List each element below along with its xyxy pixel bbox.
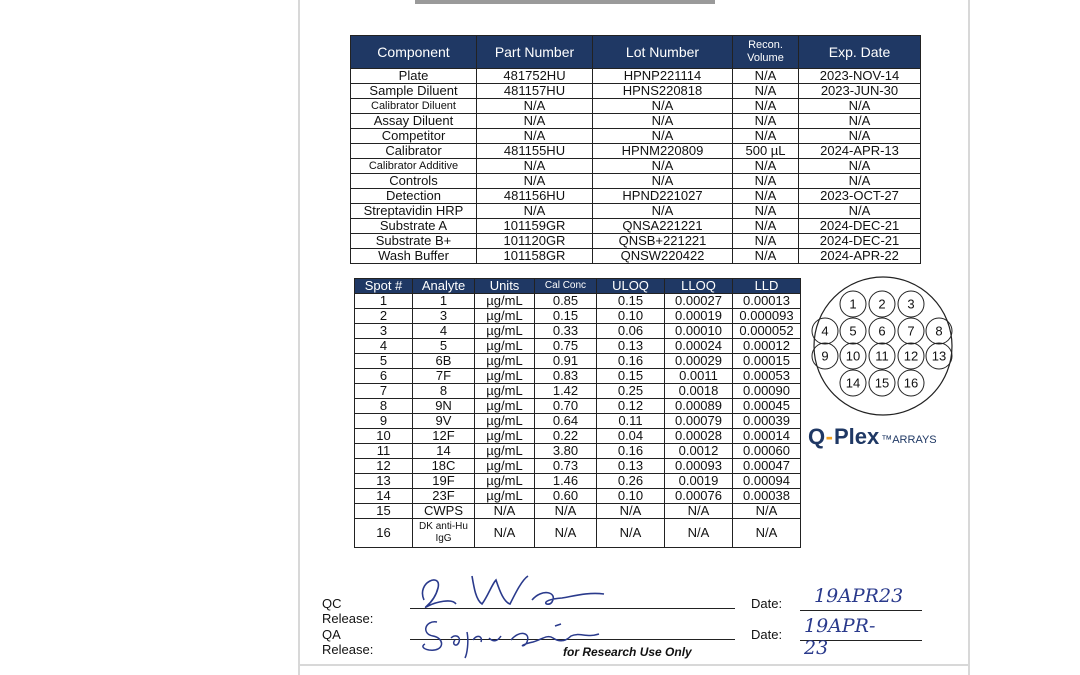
spot-label: 4 bbox=[821, 323, 829, 339]
cal-conc: N/A bbox=[535, 519, 597, 548]
spot-label: 12 bbox=[903, 348, 919, 364]
component-name: Controls bbox=[351, 174, 477, 189]
header-spot: Spot # bbox=[355, 279, 413, 294]
exp-date: N/A bbox=[799, 129, 921, 144]
component-name: Wash Buffer bbox=[351, 249, 477, 264]
spot-label: 6 bbox=[878, 323, 886, 339]
units: µg/mL bbox=[475, 294, 535, 309]
exp-date: 2023-OCT-27 bbox=[799, 189, 921, 204]
units: µg/mL bbox=[475, 489, 535, 504]
uloq: N/A bbox=[597, 504, 665, 519]
exp-date: 2024-DEC-21 bbox=[799, 234, 921, 249]
units: µg/mL bbox=[475, 324, 535, 339]
component-row bbox=[351, 99, 921, 114]
units: µg/mL bbox=[475, 309, 535, 324]
spot-label: 13 bbox=[931, 348, 947, 364]
part-number: N/A bbox=[477, 99, 593, 114]
spot-number: 1 bbox=[355, 294, 413, 309]
spot-number: 16 bbox=[355, 519, 413, 548]
recon-volume: N/A bbox=[733, 159, 799, 174]
units: µg/mL bbox=[475, 339, 535, 354]
spot-number: 9 bbox=[355, 414, 413, 429]
lloq: 0.00076 bbox=[665, 489, 733, 504]
exp-date: N/A bbox=[799, 174, 921, 189]
exp-date: N/A bbox=[799, 204, 921, 219]
units: µg/mL bbox=[475, 399, 535, 414]
qc-date-handwritten: 19APR23 bbox=[814, 585, 904, 607]
components-header-row bbox=[351, 36, 921, 69]
lot-number: N/A bbox=[593, 99, 733, 114]
lot-number: HPNS220818 bbox=[593, 84, 733, 99]
uloq: 0.10 bbox=[597, 309, 665, 324]
lloq: 0.00024 bbox=[665, 339, 733, 354]
component-name: Sample Diluent bbox=[351, 84, 477, 99]
spot-group bbox=[812, 291, 952, 396]
analyte-row bbox=[355, 309, 801, 324]
lld: N/A bbox=[733, 519, 801, 548]
analyte-name: 9V bbox=[413, 414, 475, 429]
analyte-row bbox=[355, 384, 801, 399]
component-name: Calibrator Diluent bbox=[351, 99, 477, 114]
spot-label: 1 bbox=[849, 296, 857, 312]
qc-release-label: QC Release: bbox=[322, 596, 374, 626]
spot-number: 3 bbox=[355, 324, 413, 339]
qa-date-handwritten: 19APR-23 bbox=[804, 615, 876, 659]
component-row bbox=[351, 84, 921, 99]
component-name: Competitor bbox=[351, 129, 477, 144]
lld: 0.00053 bbox=[733, 369, 801, 384]
cal-conc: 0.60 bbox=[535, 489, 597, 504]
recon-volume: N/A bbox=[733, 84, 799, 99]
recon-volume: N/A bbox=[733, 234, 799, 249]
analyte-row bbox=[355, 429, 801, 444]
units: µg/mL bbox=[475, 444, 535, 459]
spot-label: 8 bbox=[935, 323, 943, 339]
lloq: 0.0012 bbox=[665, 444, 733, 459]
spot-label: 10 bbox=[845, 348, 861, 364]
part-number: 101158GR bbox=[477, 249, 593, 264]
analyte-row bbox=[355, 414, 801, 429]
spot-label: 11 bbox=[875, 348, 889, 364]
lloq: 0.00027 bbox=[665, 294, 733, 309]
spot-label: 15 bbox=[874, 375, 890, 391]
component-row bbox=[351, 249, 921, 264]
lld: 0.00047 bbox=[733, 459, 801, 474]
lot-number: N/A bbox=[593, 114, 733, 129]
spot-number: 8 bbox=[355, 399, 413, 414]
header-analyte: Analyte bbox=[413, 279, 475, 294]
uloq: 0.15 bbox=[597, 369, 665, 384]
analyte-row bbox=[355, 474, 801, 489]
units: µg/mL bbox=[475, 414, 535, 429]
lot-number: N/A bbox=[593, 129, 733, 144]
spot-number: 13 bbox=[355, 474, 413, 489]
cal-conc: 1.42 bbox=[535, 384, 597, 399]
analyte-row bbox=[355, 324, 801, 339]
units: µg/mL bbox=[475, 369, 535, 384]
cal-conc: N/A bbox=[535, 504, 597, 519]
analyte-name: 12F bbox=[413, 429, 475, 444]
lloq: 0.00029 bbox=[665, 354, 733, 369]
q-plex-logo bbox=[808, 420, 937, 450]
lloq: 0.00089 bbox=[665, 399, 733, 414]
units: µg/mL bbox=[475, 384, 535, 399]
component-row bbox=[351, 144, 921, 159]
qa-release-label: QA Release: bbox=[322, 627, 374, 657]
component-row bbox=[351, 189, 921, 204]
uloq: 0.13 bbox=[597, 459, 665, 474]
part-number: N/A bbox=[477, 174, 593, 189]
exp-date: 2023-NOV-14 bbox=[799, 69, 921, 84]
spot-label: 14 bbox=[845, 375, 861, 391]
header-cal-conc: Cal Conc bbox=[535, 279, 597, 294]
page-edge-right bbox=[968, 0, 970, 675]
lloq: 0.00028 bbox=[665, 429, 733, 444]
logo-plex: Plex bbox=[833, 424, 880, 449]
analyte-row bbox=[355, 519, 801, 548]
spot-label: 5 bbox=[849, 323, 857, 339]
cal-conc: 0.75 bbox=[535, 339, 597, 354]
analyte-row bbox=[355, 399, 801, 414]
spot-map-diagram bbox=[805, 275, 961, 417]
component-row bbox=[351, 234, 921, 249]
units: N/A bbox=[475, 519, 535, 548]
analyte-name: 23F bbox=[413, 489, 475, 504]
header-uloq: ULOQ bbox=[597, 279, 665, 294]
spot-number: 10 bbox=[355, 429, 413, 444]
component-name: Substrate B+ bbox=[351, 234, 477, 249]
analyte-name: 18C bbox=[413, 459, 475, 474]
lld: 0.00012 bbox=[733, 339, 801, 354]
cal-conc: 1.46 bbox=[535, 474, 597, 489]
page-top-bar bbox=[415, 0, 715, 4]
uloq: 0.15 bbox=[597, 294, 665, 309]
component-row bbox=[351, 219, 921, 234]
qc-date-line bbox=[800, 610, 922, 611]
component-name: Calibrator bbox=[351, 144, 477, 159]
header-lld: LLD bbox=[733, 279, 801, 294]
part-number: N/A bbox=[477, 114, 593, 129]
exp-date: 2024-APR-22 bbox=[799, 249, 921, 264]
recon-volume: N/A bbox=[733, 189, 799, 204]
analyte-row bbox=[355, 459, 801, 474]
recon-volume: N/A bbox=[733, 99, 799, 114]
uloq: 0.06 bbox=[597, 324, 665, 339]
lloq: N/A bbox=[665, 519, 733, 548]
header-component: Component bbox=[351, 36, 477, 69]
lloq: 0.0018 bbox=[665, 384, 733, 399]
lot-number: HPND221027 bbox=[593, 189, 733, 204]
cal-conc: 0.85 bbox=[535, 294, 597, 309]
part-number: N/A bbox=[477, 204, 593, 219]
spot-number: 12 bbox=[355, 459, 413, 474]
component-row bbox=[351, 159, 921, 174]
component-name: Calibrator Additive bbox=[351, 159, 477, 174]
recon-volume: N/A bbox=[733, 174, 799, 189]
recon-volume: N/A bbox=[733, 219, 799, 234]
exp-date: N/A bbox=[799, 159, 921, 174]
units: µg/mL bbox=[475, 429, 535, 444]
analyte-name: 3 bbox=[413, 309, 475, 324]
header-recon-volume: Recon. Volume bbox=[733, 36, 799, 69]
analytes-table bbox=[354, 278, 801, 548]
part-number: 481752HU bbox=[477, 69, 593, 84]
lot-number: HPNP221114 bbox=[593, 69, 733, 84]
component-name: Streptavidin HRP bbox=[351, 204, 477, 219]
analyte-name: CWPS bbox=[413, 504, 475, 519]
analyte-row bbox=[355, 489, 801, 504]
lot-number: N/A bbox=[593, 159, 733, 174]
spot-number: 15 bbox=[355, 504, 413, 519]
part-number: 101159GR bbox=[477, 219, 593, 234]
units: µg/mL bbox=[475, 474, 535, 489]
spot-label: 3 bbox=[907, 296, 915, 312]
header-part-number: Part Number bbox=[477, 36, 593, 69]
lld: 0.000093 bbox=[733, 309, 801, 324]
uloq: 0.12 bbox=[597, 399, 665, 414]
cal-conc: 0.83 bbox=[535, 369, 597, 384]
logo-dash: - bbox=[825, 424, 833, 449]
part-number: 481155HU bbox=[477, 144, 593, 159]
spot-number: 7 bbox=[355, 384, 413, 399]
analyte-row bbox=[355, 504, 801, 519]
component-name: Assay Diluent bbox=[351, 114, 477, 129]
uloq: 0.16 bbox=[597, 444, 665, 459]
part-number: 481156HU bbox=[477, 189, 593, 204]
analyte-name: 4 bbox=[413, 324, 475, 339]
lot-number: QNSB+221221 bbox=[593, 234, 733, 249]
lld: 0.00045 bbox=[733, 399, 801, 414]
cal-conc: 0.91 bbox=[535, 354, 597, 369]
lloq: 0.00019 bbox=[665, 309, 733, 324]
spot-number: 4 bbox=[355, 339, 413, 354]
analyte-name: 9N bbox=[413, 399, 475, 414]
research-use-note: for Research Use Only bbox=[563, 645, 692, 659]
lloq: 0.0011 bbox=[665, 369, 733, 384]
header-units: Units bbox=[475, 279, 535, 294]
analyte-name: 8 bbox=[413, 384, 475, 399]
lloq: 0.0019 bbox=[665, 474, 733, 489]
lloq: 0.00093 bbox=[665, 459, 733, 474]
lld: 0.00013 bbox=[733, 294, 801, 309]
spot-label: 2 bbox=[878, 296, 886, 312]
uloq: 0.26 bbox=[597, 474, 665, 489]
exp-date: N/A bbox=[799, 114, 921, 129]
analytes-header-row bbox=[355, 279, 801, 294]
component-name: Detection bbox=[351, 189, 477, 204]
component-row bbox=[351, 114, 921, 129]
uloq: 0.13 bbox=[597, 339, 665, 354]
uloq: 0.16 bbox=[597, 354, 665, 369]
cal-conc: 0.33 bbox=[535, 324, 597, 339]
spot-number: 14 bbox=[355, 489, 413, 504]
analyte-name: 1 bbox=[413, 294, 475, 309]
recon-volume: N/A bbox=[733, 204, 799, 219]
analyte-name: 6B bbox=[413, 354, 475, 369]
lloq: 0.00010 bbox=[665, 324, 733, 339]
part-number: 481157HU bbox=[477, 84, 593, 99]
units: N/A bbox=[475, 504, 535, 519]
analyte-name: 7F bbox=[413, 369, 475, 384]
uloq: 0.25 bbox=[597, 384, 665, 399]
logo-q: Q bbox=[808, 424, 825, 449]
logo-tm: ™ bbox=[881, 434, 893, 446]
spot-label: 7 bbox=[907, 323, 915, 339]
cal-conc: 0.70 bbox=[535, 399, 597, 414]
recon-volume: N/A bbox=[733, 69, 799, 84]
lld: 0.00015 bbox=[733, 354, 801, 369]
part-number: N/A bbox=[477, 129, 593, 144]
exp-date: N/A bbox=[799, 99, 921, 114]
recon-volume: N/A bbox=[733, 249, 799, 264]
lot-number: N/A bbox=[593, 204, 733, 219]
lld: N/A bbox=[733, 504, 801, 519]
lot-number: HPNM220809 bbox=[593, 144, 733, 159]
uloq: 0.11 bbox=[597, 414, 665, 429]
lld: 0.00060 bbox=[733, 444, 801, 459]
lloq: 0.00079 bbox=[665, 414, 733, 429]
part-number: N/A bbox=[477, 159, 593, 174]
lld: 0.00094 bbox=[733, 474, 801, 489]
units: µg/mL bbox=[475, 459, 535, 474]
analyte-row bbox=[355, 294, 801, 309]
header-lot-number: Lot Number bbox=[593, 36, 733, 69]
spot-number: 6 bbox=[355, 369, 413, 384]
lot-number: QNSA221221 bbox=[593, 219, 733, 234]
component-row bbox=[351, 69, 921, 84]
recon-volume: 500 µL bbox=[733, 144, 799, 159]
header-lloq: LLOQ bbox=[665, 279, 733, 294]
lld: 0.000052 bbox=[733, 324, 801, 339]
cal-conc: 0.22 bbox=[535, 429, 597, 444]
spot-label: 9 bbox=[821, 348, 829, 364]
exp-date: 2024-APR-13 bbox=[799, 144, 921, 159]
qc-signature bbox=[412, 570, 612, 614]
cal-conc: 0.15 bbox=[535, 309, 597, 324]
cal-conc: 3.80 bbox=[535, 444, 597, 459]
page-edge-bottom bbox=[298, 664, 970, 666]
logo-arrays bbox=[881, 434, 936, 446]
lld: 0.00014 bbox=[733, 429, 801, 444]
qa-date-label: Date: bbox=[751, 627, 783, 642]
uloq: 0.04 bbox=[597, 429, 665, 444]
lloq: N/A bbox=[665, 504, 733, 519]
component-name: Plate bbox=[351, 69, 477, 84]
lld: 0.00039 bbox=[733, 414, 801, 429]
recon-volume: N/A bbox=[733, 129, 799, 144]
analyte-name: DK anti-Hu IgG bbox=[413, 519, 475, 548]
page-edge-left bbox=[298, 0, 300, 675]
lot-number: N/A bbox=[593, 174, 733, 189]
analyte-row bbox=[355, 369, 801, 384]
component-name: Substrate A bbox=[351, 219, 477, 234]
exp-date: 2023-JUN-30 bbox=[799, 84, 921, 99]
spot-number: 11 bbox=[355, 444, 413, 459]
cal-conc: 0.73 bbox=[535, 459, 597, 474]
uloq: 0.10 bbox=[597, 489, 665, 504]
analyte-row bbox=[355, 444, 801, 459]
analyte-name: 14 bbox=[413, 444, 475, 459]
component-row bbox=[351, 204, 921, 219]
units: µg/mL bbox=[475, 354, 535, 369]
components-table bbox=[350, 35, 921, 264]
lld: 0.00090 bbox=[733, 384, 801, 399]
analyte-row bbox=[355, 339, 801, 354]
component-row bbox=[351, 129, 921, 144]
uloq: N/A bbox=[597, 519, 665, 548]
lot-number: QNSW220422 bbox=[593, 249, 733, 264]
part-number: 101120GR bbox=[477, 234, 593, 249]
logo-arrays-text: ARRAYS bbox=[892, 434, 937, 446]
recon-volume: N/A bbox=[733, 114, 799, 129]
qc-date-label: Date: bbox=[751, 596, 783, 611]
spot-number: 5 bbox=[355, 354, 413, 369]
cal-conc: 0.64 bbox=[535, 414, 597, 429]
exp-date: 2024-DEC-21 bbox=[799, 219, 921, 234]
component-row bbox=[351, 174, 921, 189]
header-exp-date: Exp. Date bbox=[799, 36, 921, 69]
spot-label: 16 bbox=[903, 375, 919, 391]
lld: 0.00038 bbox=[733, 489, 801, 504]
spot-number: 2 bbox=[355, 309, 413, 324]
analyte-name: 19F bbox=[413, 474, 475, 489]
analyte-row bbox=[355, 354, 801, 369]
analyte-name: 5 bbox=[413, 339, 475, 354]
